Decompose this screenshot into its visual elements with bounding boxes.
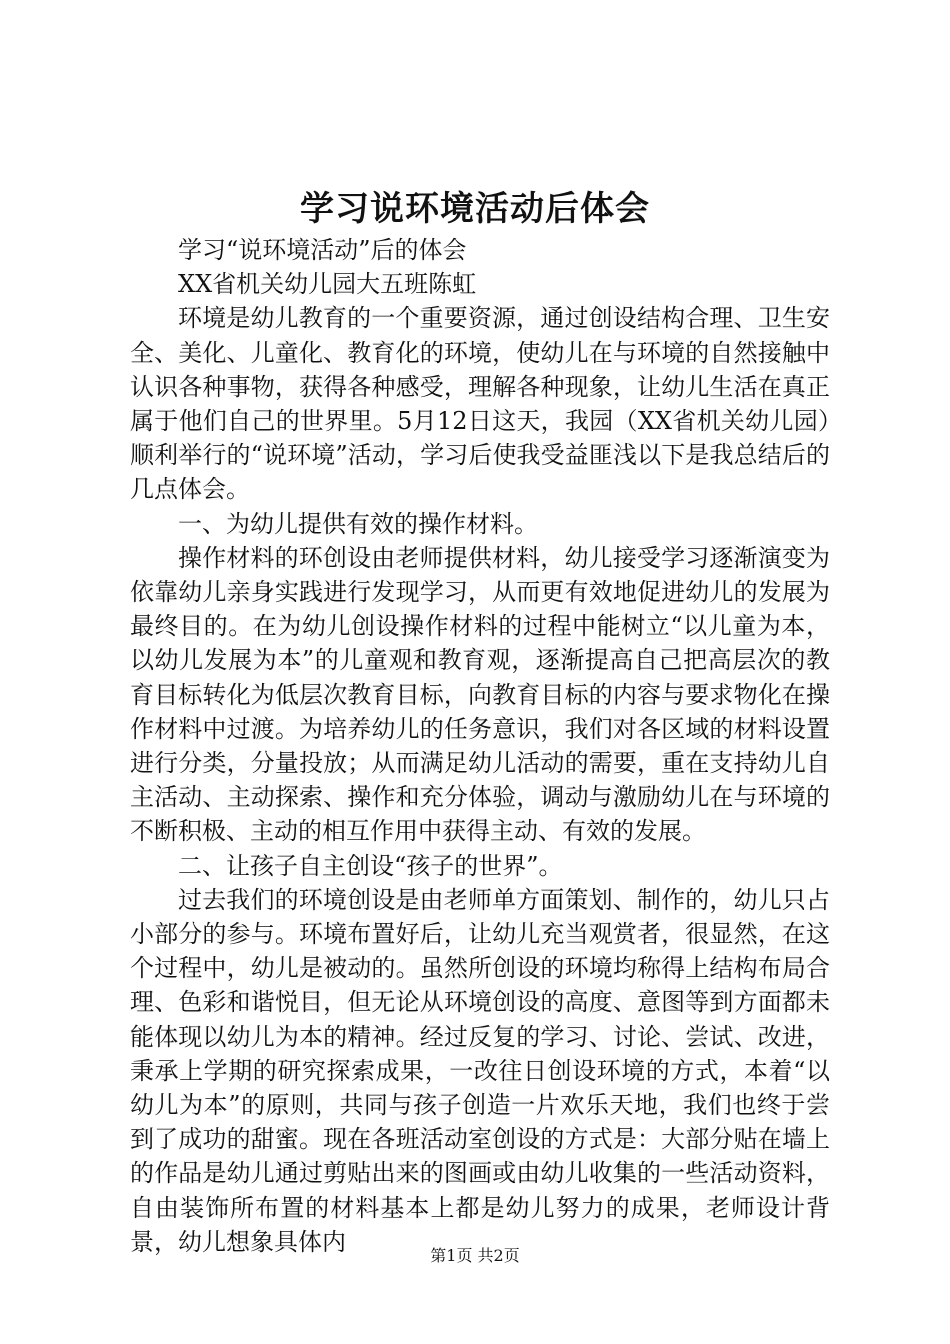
page-footer: 第1页 共2页 (430, 1246, 520, 1265)
section-1-paragraph: 操作材料的环创设由老师提供材料，幼儿接受学习逐渐演变为依靠幼儿亲身实践进行发现学习，从而更有效地促进幼儿的发展为最终目的。在为幼儿创设操作材料的过程中能树立“以儿童为本，以幼儿发展为本”的儿童观和教育观，逐渐提高自己把高层次的教育目标转化为低层次教育目标，向教育目标的内容与要求物化在操作材料中过渡。为培养幼儿的任务意识，我们对各区域的材料设置进行分类，分量投放；从而满足幼儿活动的需要，重在支持幼儿自主活动、主动探索、操作和充分体验，调动与激励幼儿在与环境的不断积极、主动的相互作用中获得主动、有效的发展。 (130, 543, 830, 846)
author-line: XX省机关幼儿园大五班陈虹 (178, 270, 477, 299)
section-heading-1: 一、为幼儿提供有效的操作材料。 (178, 509, 538, 538)
document-title: 学习说环境活动后体会 (300, 189, 650, 229)
intro-paragraph: 环境是幼儿教育的一个重要资源，通过创设结构合理、卫生安全、美化、儿童化、教育化的环境，使幼儿在与环境的自然接触中认识各种事物，获得各种感受，理解各种现象，让幼儿生活在真正属于他们自己的世界里。5月12日这天，我园（XX省机关幼儿园）顺利举行的“说环境”活动，学习后使我受益匪浅以下是我总结后的几点体会。 (130, 304, 830, 504)
document-body (130, 233, 830, 1259)
subtitle-line: 学习“说环境活动”后的体会 (178, 236, 467, 264)
section-heading-2: 二、让孩子自主创设“孩子的世界”。 (178, 851, 563, 880)
section-2-paragraph: 过去我们的环境创设是由老师单方面策划、制作的，幼儿只占小部分的参与。环境布置好后，让幼儿充当观赏者，很显然，在这个过程中，幼儿是被动的。虽然所创设的环境均称得上结构布局合理、色彩和谐悦目，但无论从环境创设的高度、意图等到方面都未能体现以幼儿为本的精神。经过反复的学习、讨论、尝试、改进，秉承上学期的研究探索成果，一改往日创设环境的方式，本着“以幼儿为本”的原则，共同与孩子创造一片欢乐天地，我们也终于尝到了成功的甜蜜。现在各班活动室创设的方式是：大部分贴在墙上的作品是幼儿通过剪贴出来的图画或由幼儿收集的一些活动资料，自由装饰所布置的材料基本上都是幼儿努力的成果，老师设计背景，幼儿想象具体内 (130, 885, 830, 1256)
